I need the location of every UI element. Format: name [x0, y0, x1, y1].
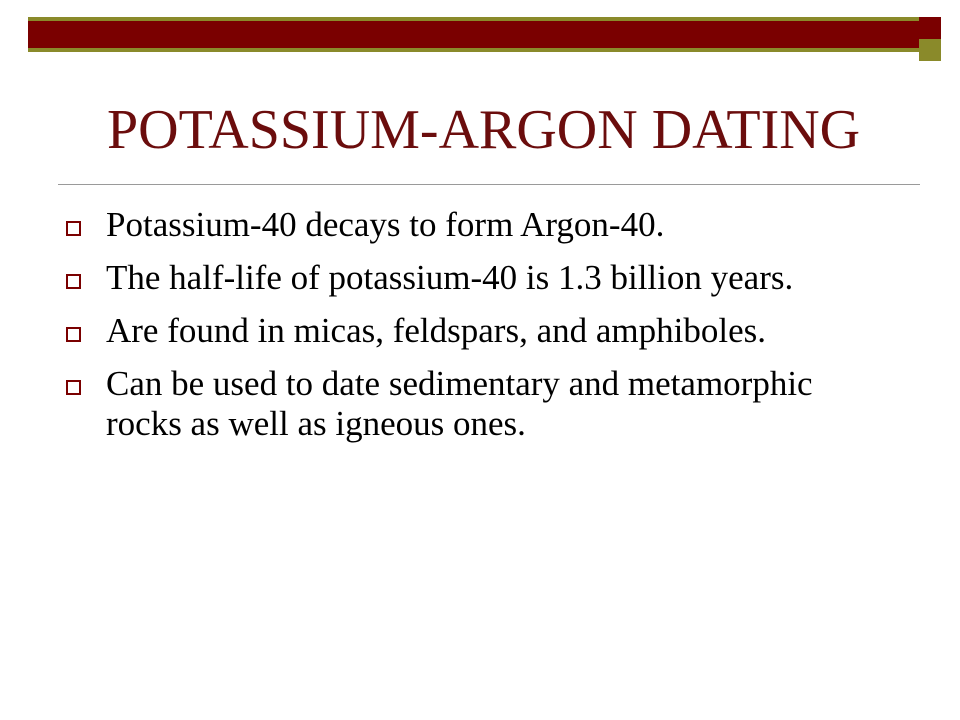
hollow-square-icon: [66, 274, 81, 289]
bullet-text: The half-life of potassium-40 is 1.3 billion years.: [106, 258, 794, 297]
bullet-item: [64, 311, 884, 351]
bullet-list: [64, 205, 884, 457]
bullet-text: Potassium-40 decays to form Argon-40.: [106, 205, 665, 244]
hollow-square-icon: [66, 221, 81, 236]
corner-block-red: [919, 17, 941, 39]
header-decorative-bar: [28, 17, 919, 52]
title-divider: [58, 184, 920, 185]
hollow-square-icon: [66, 327, 81, 342]
bullet-text: Can be used to date sedimentary and metamorphic rocks as well as igneous ones.: [106, 364, 813, 443]
bullet-text: Are found in micas, feldspars, and amphiboles.: [106, 311, 766, 350]
slide-title: POTASSIUM-ARGON DATING: [107, 99, 861, 161]
header-olive-stripe: [28, 17, 919, 21]
bullet-item: [64, 364, 884, 444]
corner-block-olive: [919, 39, 941, 61]
bullet-item: [64, 258, 884, 298]
bullet-item: [64, 205, 884, 245]
hollow-square-icon: [66, 380, 81, 395]
